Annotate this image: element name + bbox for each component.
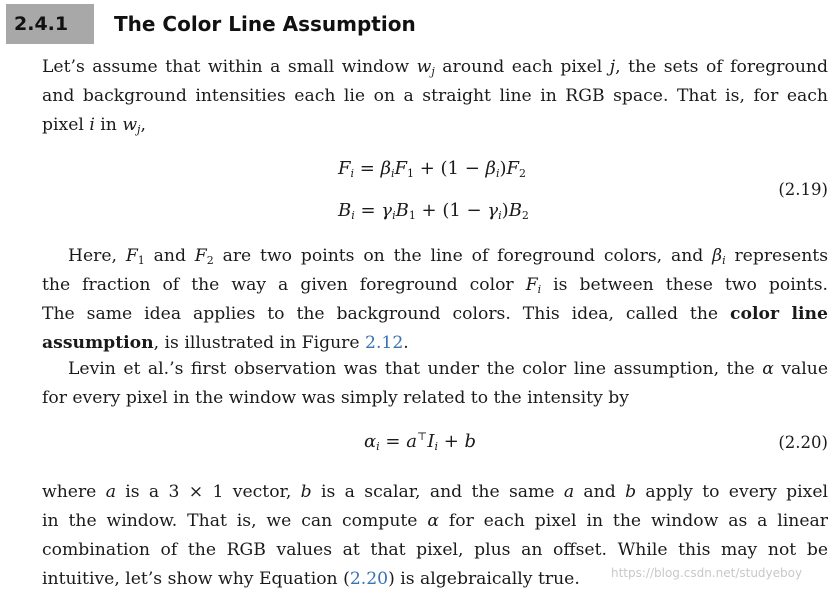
text-line: Levin et al.’s first observation was that under the color line assumption, the α value (68, 359, 828, 379)
equation-number: (2.19) (778, 180, 828, 199)
equation-line-alpha: $\alpha_i = a^⊤I_i + b$ (364, 430, 477, 453)
equation-number: (2.20) (778, 433, 828, 452)
text-line: assumption, is illustrated in Figure 2.12. (42, 333, 409, 353)
text-line: combination of the RGB values at that pixel, plus an offset. While this may not be (42, 540, 828, 560)
equation-line-background: $B_i = \gamma_iB_1 + (1 - \gamma_i)B_2$ (338, 200, 529, 222)
equation-line-foreground: $F_i = \beta_iF_1 + (1 - \beta_i)F_2$ (338, 158, 526, 180)
text-line: Let’s assume that within a small window $w_j$ around each pixel j, the sets of foreground (42, 57, 828, 78)
paragraph-observation (42, 355, 828, 413)
equation-2-20 (42, 431, 828, 461)
section-heading (0, 4, 838, 44)
text-line: The same idea applies to the background colors. This idea, called the color line (42, 304, 828, 324)
text-line: and background intensities each lie on a straight line in RGB space. That is, for each (42, 86, 828, 106)
equation-link[interactable]: 2.20 (349, 569, 389, 589)
figure-link[interactable]: 2.12 (365, 333, 404, 353)
section-title: The Color Line Assumption (114, 12, 416, 36)
text-line: the fraction of the way a given foreground color $F_i$ is between these two points. (42, 275, 828, 296)
text-line: pixel i in $w_j$, (42, 115, 146, 136)
paragraph-intro (42, 53, 828, 140)
text-line: intuitive, let’s show why Equation (2.20) is algebraically true. (42, 569, 580, 589)
text-line: for every pixel in the window was simply related to the intensity by (42, 388, 629, 408)
watermark: https://blog.csdn.net/studyeboy (611, 566, 803, 580)
section-number: 2.4.1 (6, 4, 94, 44)
paragraph-color-line (42, 242, 828, 358)
equation-2-19 (42, 158, 828, 228)
text-line: Here, $F_1$ and $F_2$ are two points on the line of foreground colors, and $\beta_i$ represents (68, 246, 829, 267)
text-line: in the window. That is, we can compute α for each pixel in the window as a linear (42, 511, 828, 531)
text-line: where a is a 3 × 1 vector, b is a scalar, and the same a and b apply to every pixel (42, 482, 828, 502)
